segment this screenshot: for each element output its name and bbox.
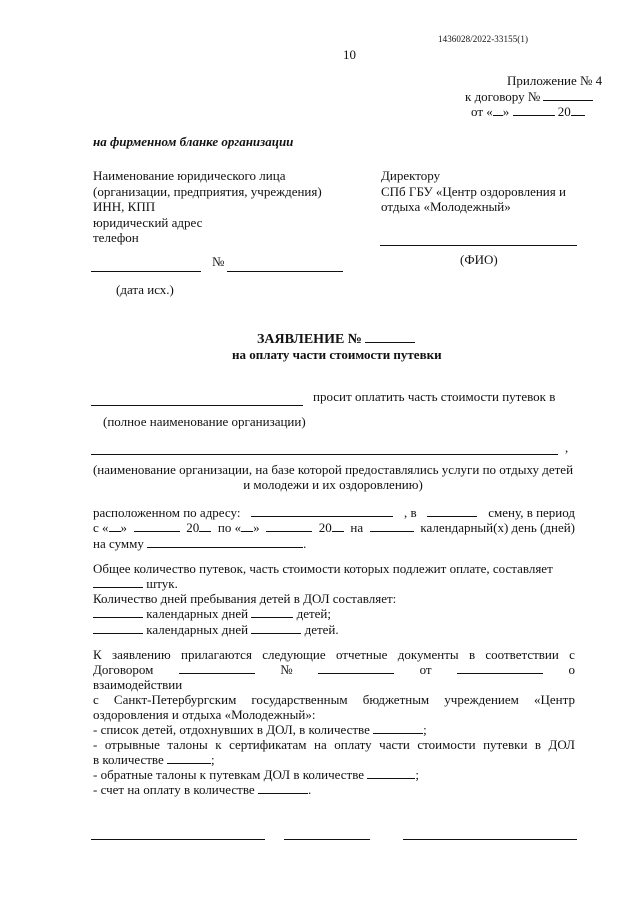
total-count-text: Общее количество путевок, часть стоимости которых подлежит оплате, составляет — [93, 561, 553, 576]
item1-row — [93, 722, 427, 737]
item1-text: - список детей, отдохнувших в ДОЛ, в количестве — [93, 722, 370, 737]
provider-label-line1: (наименование организации, на базе которой предоставлялись услуги по отдыху детей — [92, 462, 574, 477]
partner-word: с — [93, 692, 99, 707]
statement-subtitle: на оплату части стоимости путевки — [232, 347, 442, 362]
item2-word: на — [314, 737, 327, 752]
sender-line2: (организации, предприятия, учреждения) — [93, 183, 322, 199]
org-name-line — [91, 405, 303, 406]
outgoing-number-line — [227, 271, 343, 272]
sum-blank — [147, 536, 303, 548]
from-month-blank — [134, 520, 180, 532]
item4-blank — [258, 782, 308, 794]
intro-word: следующие — [262, 647, 326, 662]
intro-word: с — [569, 647, 575, 662]
contract-number-blank — [543, 89, 593, 101]
total-count-row — [93, 576, 178, 591]
item2-word: талоны — [167, 737, 208, 752]
stay-days-text: Количество дней пребывания детей в ДОЛ составляет: — [93, 591, 397, 606]
signature-name-line — [403, 839, 577, 840]
children1-blank — [251, 606, 293, 618]
sender-line4: юридический адрес — [93, 214, 203, 230]
period-to-close: » — [253, 520, 260, 535]
item4-row — [93, 782, 311, 797]
recipient-name-line — [380, 245, 577, 246]
sender-line3: ИНН, КПП — [93, 199, 156, 214]
period-days: календарный(х) день (дней) — [420, 520, 575, 535]
item2-tail: в количестве — [93, 752, 164, 767]
statement-title-text: ЗАЯВЛЕНИЕ № — [257, 332, 362, 347]
item2-word: сертификатам — [229, 737, 307, 752]
year-blank — [571, 104, 585, 116]
recipient-line2: СПб ГБУ «Центр оздоровления и — [381, 183, 566, 199]
partner-row — [93, 692, 575, 707]
partner-line2: оздоровления и отдыха «Молодежный»: — [93, 707, 316, 722]
intro-word: К — [93, 647, 102, 662]
recipient-block — [381, 168, 566, 215]
partner-word: Санкт-Петербургским — [113, 692, 237, 707]
month-blank — [513, 104, 555, 116]
cal-days-label2: календарных дней — [146, 622, 249, 637]
provider-label — [88, 462, 578, 492]
period-from-year: 20 — [186, 520, 200, 535]
sender-line1: Наименование юридического лица — [93, 168, 286, 183]
contract-no: № — [280, 662, 293, 677]
period-from-close: » — [120, 520, 128, 535]
sender-line5: телефон — [93, 230, 139, 245]
item2-word: путевки — [483, 737, 528, 752]
intro-word: заявлению — [111, 647, 171, 662]
partner-word: «Центр — [534, 692, 575, 707]
period-to-year: 20 — [318, 520, 332, 535]
contract-from: от — [419, 662, 432, 677]
appendix-contract — [465, 89, 593, 104]
appendix-contract-prefix: к договору № — [465, 89, 541, 104]
appendix-date — [471, 104, 585, 119]
signature-line — [284, 839, 370, 840]
item2-word: ДОЛ — [548, 737, 575, 752]
partner-word: государственным — [251, 692, 348, 707]
days1-blank — [93, 606, 143, 618]
outgoing-date-label: (дата исх.) — [116, 282, 174, 297]
address-in: , в — [404, 505, 417, 520]
item2-word: стоимости — [417, 737, 476, 752]
address-blank — [251, 505, 393, 517]
item4-dot: . — [307, 782, 312, 797]
item2-semicolon: ; — [210, 752, 215, 767]
appendix-date-prefix: от « — [471, 104, 493, 119]
contract-blank — [179, 662, 255, 674]
to-day-blank — [241, 520, 253, 532]
from-day-blank — [109, 520, 121, 532]
from-year-blank — [199, 520, 211, 532]
interaction-word: взаимодействии — [93, 677, 183, 692]
contract-about: о — [568, 662, 575, 677]
item3-blank — [367, 767, 415, 779]
item3-semicolon: ; — [415, 767, 419, 782]
recipient-line1: Директору — [381, 168, 441, 183]
appendix-date-mid: » — [502, 104, 510, 119]
period-from: с « — [93, 520, 109, 535]
signature-position-line — [91, 839, 265, 840]
sum-row — [93, 536, 306, 551]
contract-row — [93, 662, 575, 677]
address-shift-period: смену, в период — [488, 505, 575, 520]
sum-dot: . — [303, 536, 307, 551]
item2-word: оплату — [334, 737, 372, 752]
period-to: по « — [217, 520, 242, 535]
children2-blank — [251, 622, 301, 634]
item2-word: в — [534, 737, 542, 752]
contract-date-blank — [457, 662, 543, 674]
appendix-date-year: 20 — [557, 104, 571, 119]
page-number: 10 — [343, 47, 356, 62]
day-blank — [493, 104, 503, 116]
item2-row — [93, 737, 575, 752]
address-row — [93, 505, 575, 520]
outgoing-date-line — [91, 271, 201, 272]
contract-label: Договором — [93, 662, 154, 677]
children-label1: детей; — [296, 606, 331, 621]
outgoing-number-sign: № — [212, 254, 225, 269]
sum-label: на сумму — [93, 536, 144, 551]
period-row — [93, 520, 575, 535]
recipient-line3: отдыха «Молодежный» — [381, 199, 511, 214]
attachments-intro — [93, 647, 575, 662]
contract-no-blank — [318, 662, 394, 674]
item2-word: части — [379, 737, 410, 752]
item2-word: - — [93, 737, 98, 752]
item3-text: - обратные талоны к путевкам ДОЛ в количестве — [93, 767, 365, 782]
cal-days-label1: календарных дней — [146, 606, 249, 621]
provider-name-line — [91, 454, 558, 455]
intro-word: в — [468, 647, 476, 662]
item2-word: к — [215, 737, 222, 752]
item1-blank — [373, 722, 423, 734]
sender-block — [93, 168, 322, 246]
address-located: расположенном по адресу: — [93, 505, 241, 520]
item2-word: отрывные — [104, 737, 160, 752]
item1-semicolon: ; — [423, 722, 427, 737]
intro-word: прилагаются — [181, 647, 252, 662]
registry-number: 1436028/2022-33155(1) — [438, 34, 529, 44]
stay-days-row2 — [93, 622, 339, 637]
days2-blank — [93, 622, 143, 634]
request-asks: просит оплатить часть стоимости путевок в — [313, 389, 556, 404]
partner-word: бюджетным — [362, 692, 430, 707]
item2-blank — [167, 752, 211, 764]
to-year-blank — [332, 520, 344, 532]
children-label2: детей. — [304, 622, 339, 637]
total-count-pieces: штук. — [146, 576, 178, 591]
provider-comma: , — [565, 440, 569, 455]
to-month-blank — [266, 520, 312, 532]
letterhead-note: на фирменном бланке организации — [93, 134, 294, 149]
statement-title — [257, 331, 415, 347]
intro-word: документы — [397, 647, 459, 662]
recipient-fio-label: (ФИО) — [460, 252, 498, 267]
intro-word: отчетные — [335, 647, 388, 662]
appendix-title: Приложение № 4 — [507, 73, 603, 88]
period-on: на — [350, 520, 364, 535]
statement-number-blank — [365, 331, 415, 343]
item4-text: - счет на оплату в количестве — [93, 782, 255, 797]
org-full-name-label: (полное наименование организации) — [103, 414, 306, 429]
stay-days-row1 — [93, 606, 331, 621]
intro-word: соответствии — [485, 647, 559, 662]
partner-word: учреждением — [444, 692, 519, 707]
days-blank — [370, 520, 414, 532]
item3-row — [93, 767, 419, 782]
shift-blank — [427, 505, 477, 517]
provider-label-line2: и молодежи и их оздоровлению) — [243, 477, 423, 492]
item2-tail-row — [93, 752, 215, 767]
total-count-blank — [93, 576, 143, 588]
